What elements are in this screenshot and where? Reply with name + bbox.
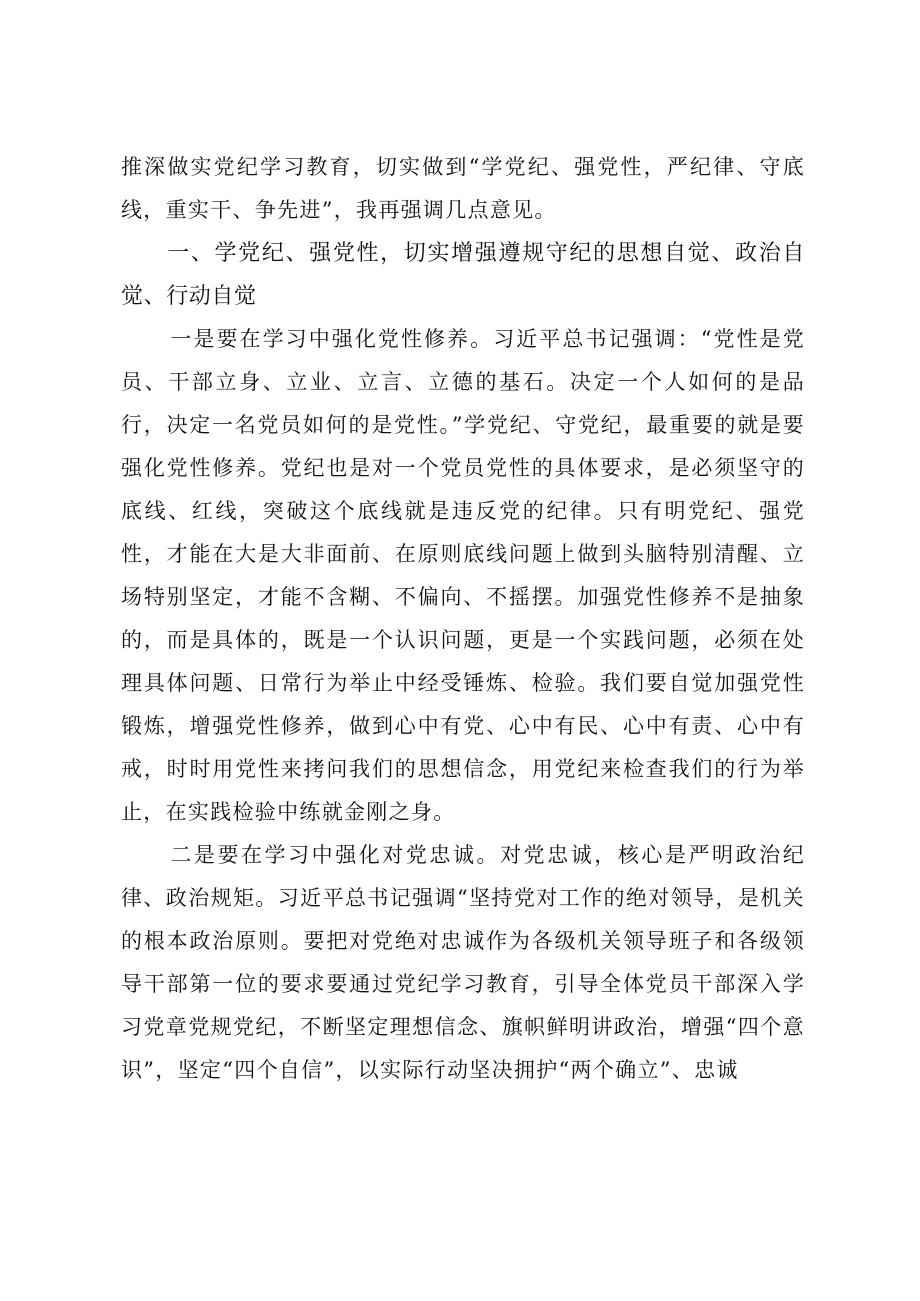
- paragraph-lead-sentence: 一是要在学习中强化党性修养。: [170, 327, 494, 351]
- document-body: [121, 146, 805, 1092]
- body-paragraph-1: [121, 318, 805, 834]
- intro-paragraph: 推深做实党纪学习教育，切实做到“学党纪、强党性，严纪律、守底线，重实干、争先进”，我再强调几点意见。: [121, 155, 805, 222]
- section-heading-1: 一、学党纪、强党性，切实增强遵规守纪的思想自觉、政治自觉、行动自觉: [121, 241, 805, 309]
- paragraph-lead-sentence: 二是要在学习中强化对党忠诚。: [170, 843, 501, 867]
- paragraph-text: 对党忠诚，核心是严明政治纪律、政治规矩。习近平总书记强调“坚持党对工作的绝对领导，是机关的根本政治原则。要把对党绝对忠诚作为各级机关领导班子和各级领导干部第一位的要求要通过党纪学习教育，引导全体党员干部深入学习党章党规党纪，不断坚定理想信念、旗帜鲜明讲政治，增强“四个意识”，坚定“四个自信”，以实际行动坚决拥护“两个确立”、忠诚: [121, 843, 805, 1082]
- body-paragraph-2: [121, 834, 805, 1092]
- paragraph-text: 习近平总书记强调：“党性是党员、干部立身、立业、立言、立德的基石。决定一个人如何的是品行，决定一名党员如何的是党性。”学党纪、守党纪，最重要的就是要强化党性修养。党纪也是对一个党员党性的具体要求，是必须坚守的底线、红线，突破这个底线就是违反党的纪律。只有明党纪、强党性，才能在大是大非面前、在原则底线问题上做到头脑特别清醒、立场特别坚定，才能不含糊、不偏向、不摇摆。加强党性修养不是抽象的，而是具体的，既是一个认识问题，更是一个实践问题，必须在处理具体问题、日常行为举止中经受锤炼、检验。我们要自觉加强党性锻炼，增强党性修养，做到心中有党、心中有民、心中有责、心中有戒，时时用党性来拷问我们的思想信念，用党纪来检查我们的行为举止，在实践检验中练就金刚之身。: [121, 327, 806, 824]
